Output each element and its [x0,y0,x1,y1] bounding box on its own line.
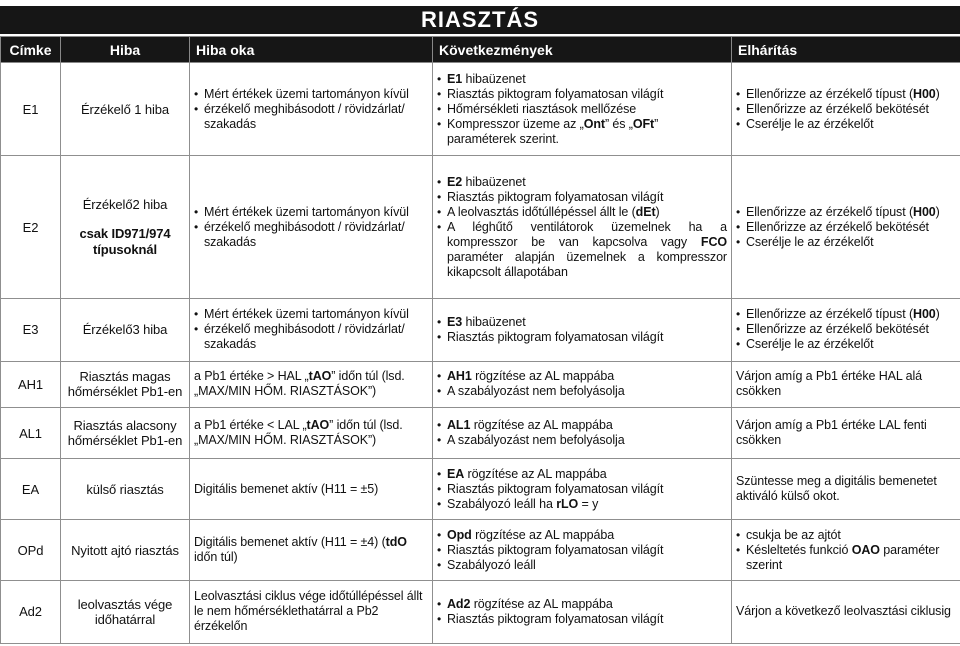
consequence-item: • A szabályozást nem befolyásolja [437,433,727,448]
remedy-item: • Ellenőrizze az érzékelő bekötését [736,220,956,235]
param-keyword: tAO [306,418,330,433]
consequence-item: • AL1 rögzítése az AL mappába [437,418,727,433]
alarm-label: AH1 [1,361,61,408]
param-keyword: Ont [583,116,605,131]
code-keyword: EA [447,466,465,481]
table-row [1,408,960,459]
consequence-item: • Ad2 rögzítése az AL mappába [437,597,727,612]
param-keyword: FCO [700,234,727,249]
alarm-consequences [433,361,732,408]
cause-item: • érzékelő meghibásodott / rövidzárlat/ szakadás [194,322,428,352]
table-row [1,156,960,298]
header-label: Címke [1,37,61,63]
alarm-label: AL1 [1,408,61,459]
table-row [1,459,960,520]
alarm-remedy: Várjon a következő leolvasztási ciklusig [732,580,960,643]
remedy-item: • Ellenőrizze az érzékelő típust (H00) [736,205,956,220]
param-keyword: dEt [635,204,656,219]
header-cause: Hiba oka [190,37,433,63]
cause-item: • Mért értékek üzemi tartományon kívül [194,205,428,220]
alarm-remedy [732,156,960,298]
code-keyword: AL1 [447,418,471,433]
table-row [1,580,960,643]
alarm-consequences [433,298,732,361]
alarm-remedy [732,63,960,156]
consequence-item: • Szabályozó leáll ha rLO = y [437,497,727,512]
remedy-item: • csukja be az ajtót [736,528,956,543]
alarm-table [0,36,960,644]
param-keyword: H00 [913,86,936,101]
consequence-item: • E3 hibaüzenet [437,315,727,330]
param-keyword: rLO [556,496,579,511]
alarm-label: E3 [1,298,61,361]
alarm-label: E2 [1,156,61,298]
consequence-item: • Riasztás piktogram folyamatosan világít [437,87,727,102]
alarm-error: leolvasztás vége időhatárral [61,580,190,643]
alarm-remedy: Várjon amíg a Pb1 értéke LAL fenti csökken [732,408,960,459]
remedy-item: • Ellenőrizze az érzékelő típust (H00) [736,307,956,322]
alarm-label: Ad2 [1,580,61,643]
alarm-cause: a Pb1 értéke > HAL „tAO” időn túl (lsd. „MAX/MIN HŐM. RIASZTÁSOK”) [190,361,433,408]
remedy-item: • Cserélje le az érzékelőt [736,117,956,132]
param-keyword: H00 [913,204,936,219]
remedy-item: • Cserélje le az érzékelőt [736,337,956,352]
alarm-error: Nyitott ajtó riasztás [61,520,190,581]
remedy-item: • Ellenőrizze az érzékelő típust (H00) [736,87,956,102]
param-keyword: tAO [308,369,332,384]
consequence-item: • A szabályozást nem befolyásolja [437,384,727,399]
alarm-consequences [433,63,732,156]
alarm-consequences [433,520,732,581]
param-keyword: OFt [632,116,655,131]
table-row [1,63,960,156]
alarm-error: Érzékelő2 hiba csak ID971/974 típusoknál [61,156,190,298]
alarm-error: Riasztás alacsony hőmérséklet Pb1-en [61,408,190,459]
code-keyword: AH1 [447,369,472,384]
alarm-cause: Leolvasztási ciklus vége időtúllépéssel állt le nem hőmérséklethatárral a Pb2 érzékelőn [190,580,433,643]
consequence-item: • E1 hibaüzenet [437,72,727,87]
header-consequences: Következmények [433,37,732,63]
consequence-item: • Riasztás piktogram folyamatosan világít [437,330,727,345]
alarm-consequences [433,156,732,298]
alarm-cause [190,63,433,156]
alarm-consequences [433,408,732,459]
remedy-item: • Cserélje le az érzékelőt [736,235,956,250]
header-row [1,37,960,63]
consequence-item: • Opd rögzítése az AL mappába [437,528,727,543]
consequence-item: • A leolvasztás időtúllépéssel állt le (dEt) [437,205,727,220]
consequence-item: • AH1 rögzítése az AL mappába [437,369,727,384]
alarm-remedy [732,520,960,581]
alarm-consequences [433,580,732,643]
consequence-item: • Riasztás piktogram folyamatosan világít [437,543,727,558]
alarm-remedy: Szüntesse meg a digitális bemenetet aktiváló külső okot. [732,459,960,520]
cause-item: • Mért értékek üzemi tartományon kívül [194,87,428,102]
table-row [1,361,960,408]
alarm-consequences [433,459,732,520]
param-keyword: OAO [851,542,880,557]
consequence-item: • Szabályozó leáll [437,558,727,573]
param-keyword: tdO [385,535,407,549]
consequence-item: • Riasztás piktogram folyamatosan világít [437,482,727,497]
remedy-item: • Ellenőrizze az érzékelő bekötését [736,322,956,337]
consequence-item: • EA rögzítése az AL mappába [437,467,727,482]
alarm-cause: a Pb1 értéke < LAL „tAO” időn túl (lsd. „MAX/MIN HŐM. RIASZTÁSOK”) [190,408,433,459]
consequence-item: • Hőmérsékleti riasztások mellőzése [437,102,727,117]
header-error: Hiba [61,37,190,63]
consequence-item: • Riasztás piktogram folyamatosan világít [437,612,727,627]
table-row [1,520,960,581]
code-keyword: E1 [447,71,463,86]
alarm-label: OPd [1,520,61,581]
alarm-error-note: csak ID971/974 típusoknál [79,225,171,257]
alarm-error: Érzékelő 1 hiba [61,63,190,156]
alarm-error: külső riasztás [61,459,190,520]
alarm-remedy: Várjon amíg a Pb1 értéke HAL alá csökken [732,361,960,408]
consequence-item: • A léghűtő ventilátorok üzemelnek ha a kompresszor be van kapcsolva vagy FCO paraméter alapján üzemelnek a kompresszor kikapcsolt állapotában [437,220,727,280]
alarm-cause [190,156,433,298]
alarm-cause [190,298,433,361]
alarm-label: EA [1,459,61,520]
cause-item: • érzékelő meghibásodott / rövidzárlat/ szakadás [194,102,428,132]
header-remedy: Elhárítás [732,37,960,63]
alarm-label: E1 [1,63,61,156]
alarm-cause: Digitális bemenet aktív (H11 = ±4) (tdO időn túl) [190,520,433,581]
code-keyword: Opd [447,527,472,542]
alarm-error: Riasztás magas hőmérséklet Pb1-en [61,361,190,408]
cause-item: • érzékelő meghibásodott / rövidzárlat/ szakadás [194,220,428,250]
code-keyword: E2 [447,174,463,189]
cause-item: • Mért értékek üzemi tartományon kívül [194,307,428,322]
remedy-item: • Ellenőrizze az érzékelő bekötését [736,102,956,117]
code-keyword: Ad2 [447,596,471,611]
table-row [1,298,960,361]
alarm-remedy [732,298,960,361]
page-title: RIASZTÁS [0,6,960,34]
code-keyword: E3 [447,314,463,329]
alarm-error: Érzékelő3 hiba [61,298,190,361]
param-keyword: H00 [913,307,936,322]
remedy-item: • Késleltetés funkció OAO paraméter szerint [736,543,956,573]
alarm-cause: Digitális bemenet aktív (H11 = ±5) [190,459,433,520]
consequence-item: • E2 hibaüzenet [437,175,727,190]
consequence-item: • Riasztás piktogram folyamatosan világít [437,190,727,205]
consequence-item: • Kompresszor üzeme az „Ont” és „OFt” paraméterek szerint. [437,117,727,147]
